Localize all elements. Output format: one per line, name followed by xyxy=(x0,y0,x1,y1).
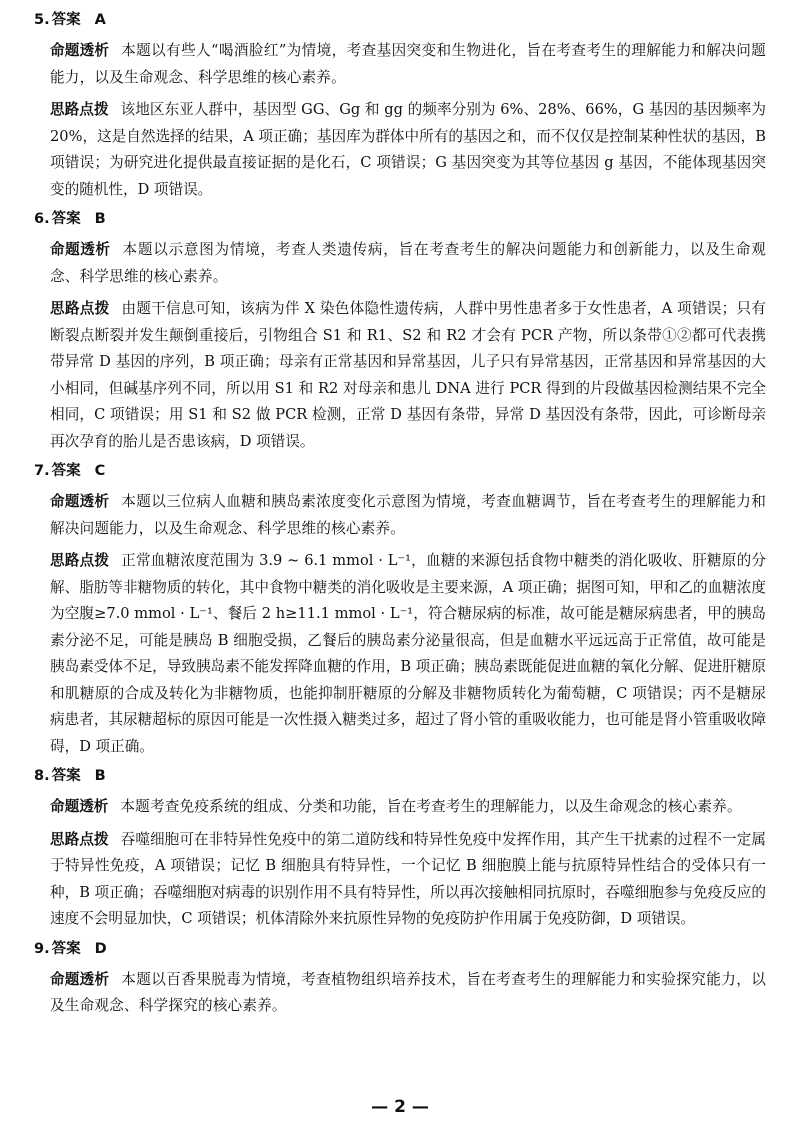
hint-text: 吞噬细胞可在非特异性免疫中的第二道防线和特异性免疫中发挥作用，其产生干扰素的过程不一定属于特异性免疫，A 项错误；记忆 B 细胞具有特异性，一个记忆 B 细胞膜上能与抗原特异性结合的受体只有一种，B 项正确；吞噬细胞对病毒的识别作用不具有特异性，所以再次接触相同抗原时，吞噬细胞参与免疫反应的速度不会明显加快，C 项错误；机体清除外来抗原性异物的免疫防护作用属于免疫防御，D 项错误。 xyxy=(50,830,766,927)
question-7 xyxy=(34,461,766,760)
question-header xyxy=(34,209,766,229)
question-analysis xyxy=(34,237,766,290)
answer-letter: A xyxy=(94,12,106,28)
question-number: 9. xyxy=(34,940,50,957)
answer-tag: 答案 xyxy=(51,12,81,28)
analysis-text: 本题考查免疫系统的组成、分类和功能，旨在考查考生的理解能力，以及生命观念的核心素养。 xyxy=(120,798,742,815)
question-number: 7. xyxy=(34,463,50,479)
hint-label: 思路点拨 xyxy=(50,101,109,118)
question-header xyxy=(34,939,766,959)
question-analysis xyxy=(34,38,766,91)
page-number: — 2 — xyxy=(371,1097,429,1117)
question-9 xyxy=(34,939,766,1020)
solution-hint xyxy=(34,827,766,933)
analysis-label: 命题透析 xyxy=(50,241,111,258)
answer-letter: B xyxy=(94,211,106,227)
question-5 xyxy=(34,10,766,203)
question-analysis xyxy=(34,489,766,542)
analysis-label: 命题透析 xyxy=(50,493,110,510)
question-8 xyxy=(34,766,766,933)
question-analysis xyxy=(34,794,766,821)
analysis-label: 命题透析 xyxy=(50,42,110,59)
solution-hint xyxy=(34,548,766,760)
answer-letter: B xyxy=(94,768,106,784)
hint-label: 思路点拨 xyxy=(50,300,110,317)
hint-label: 思路点拨 xyxy=(50,830,109,848)
question-header xyxy=(34,766,766,786)
question-analysis xyxy=(34,967,766,1020)
answer-tag: 答案 xyxy=(51,211,81,227)
analysis-label: 命题透析 xyxy=(50,970,110,988)
question-number: 8. xyxy=(34,768,50,784)
answer-tag: 答案 xyxy=(51,940,81,957)
hint-text: 正常血糖浓度范围为 3.9 ~ 6.1 mmol · L⁻¹，血糖的来源包括食物中糖类的消化吸收、肝糖原的分解、脂肪等非糖物质的转化，其中食物中糖类的消化吸收是主要来源，A 项正确；据图可知，甲和乙的血糖浓度为空腹≥7.0 mmol · L⁻¹、餐后 2 h≥11.1 mmol · L⁻¹，符合糖尿病的标准，故可能是糖尿病患者，甲的胰岛素分泌不足，可能是胰岛 B 细胞受损，乙餐后的胰岛素分泌量很高，但是血糖水平远远高于正常值，故可能是胰岛素受体不足，导致胰岛素不能发挥降血糖的作用，B 项正确；胰岛素既能促进血糖的氧化分解、促进肝糖原和肌糖原的合成及转化为非糖物质，也能抑制肝糖原的分解及非糖物质转化为葡萄糖，C 项错误；丙不是糖尿病患者，其尿糖超标的原因可能是一次性摄入糖类过多，超过了肾小管的重吸收能力，也可能是肾小管重吸收障碍，D 项正确。 xyxy=(50,552,766,755)
answer-letter: C xyxy=(94,463,106,479)
analysis-text: 本题以有些人“喝酒脸红”为情境，考查基因突变和生物进化，旨在考查考生的理解能力和解决问题能力，以及生命观念、科学思维的核心素养。 xyxy=(50,42,766,86)
hint-label: 思路点拨 xyxy=(50,552,110,569)
answer-letter: D xyxy=(94,940,107,957)
question-header xyxy=(34,461,766,481)
question-header xyxy=(34,10,766,30)
hint-text: 由题干信息可知，该病为伴 X 染色体隐性遗传病，人群中男性患者多于女性患者，A 项错误；只有断裂点断裂并发生颠倒重接后，引物组合 S1 和 R1、S2 和 R2 才会有 PCR 产物，所以条带①②都可代表携带异常 D 基因的序列，B 项正确；母亲有正常基因和异常基因，儿子只有异常基因，正常基因和异常基因的大小相同，但碱基序列不同，所以用 S1 和 R2 对母亲和患儿 DNA 进行 PCR 得到的片段做基因检测结果不完全相同，C 项错误；用 S1 和 S2 做 PCR 检测，正常 D 基因有条带，异常 D 基因没有条带，因此，可诊断母亲再次孕育的胎儿是否患该病，D 项错误。 xyxy=(50,300,766,450)
solution-hint xyxy=(34,296,766,455)
analysis-label: 命题透析 xyxy=(50,798,109,815)
question-6 xyxy=(34,209,766,455)
answer-tag: 答案 xyxy=(51,463,81,479)
question-number: 6. xyxy=(34,211,50,227)
analysis-text: 本题以百香果脱毒为情境，考查植物组织培养技术，旨在考查考生的理解能力和实验探究能力，以及生命观念、科学探究的核心素养。 xyxy=(50,970,766,1014)
question-number: 5. xyxy=(34,12,50,28)
analysis-text: 本题以三位病人血糖和胰岛素浓度变化示意图为情境，考查血糖调节，旨在考查考生的理解能力和解决问题能力，以及生命观念、科学思维的核心素养。 xyxy=(50,493,766,537)
hint-text: 该地区东亚人群中，基因型 GG、Gg 和 gg 的频率分别为 6%、28%、66%，G 基因的基因频率为 20%，这是自然选择的结果，A 项正确；基因库为群体中所有的基因之和，而不仅仅是控制某种性状的基因，B 项错误；为研究进化提供最直接证据的是化石，C 项错误；G 基因突变为其等位基因 g 基因，不能体现基因突变的随机性，D 项错误。 xyxy=(50,101,766,198)
answer-tag: 答案 xyxy=(51,768,81,784)
solution-hint xyxy=(34,97,766,203)
analysis-text: 本题以示意图为情境，考查人类遗传病，旨在考查考生的解决问题能力和创新能力，以及生命观念、科学思维的核心素养。 xyxy=(50,241,766,285)
